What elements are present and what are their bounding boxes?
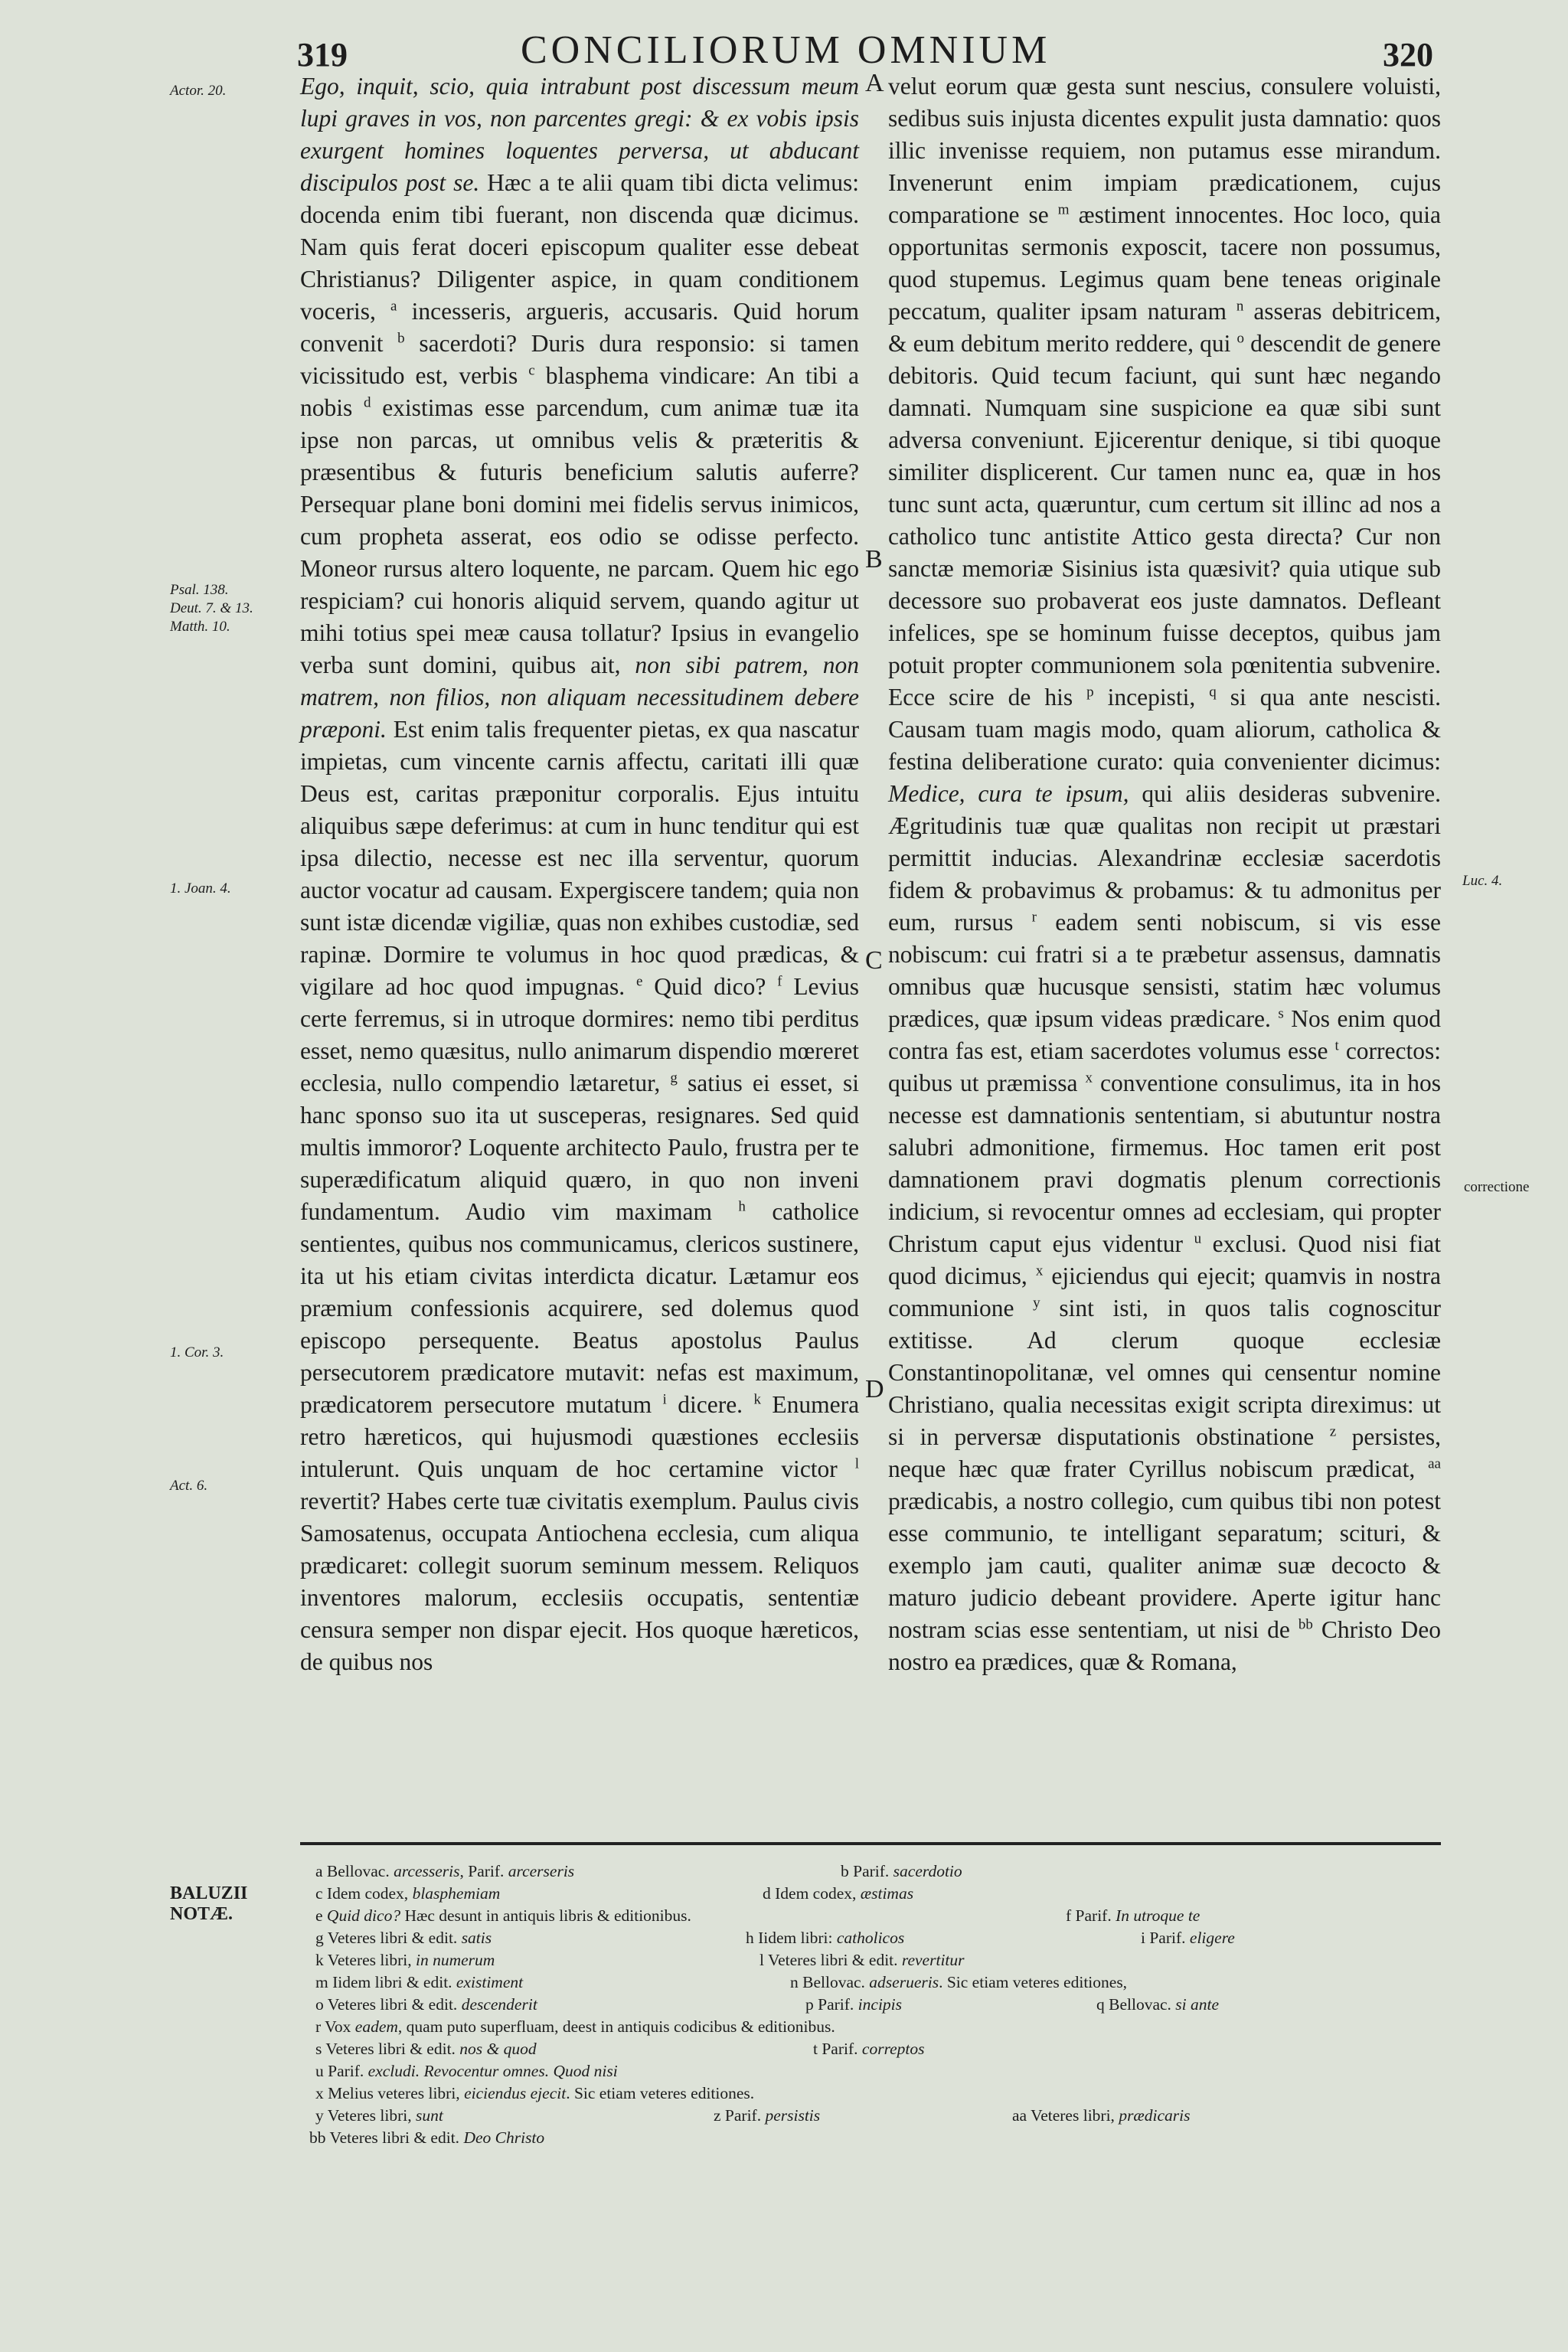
margin-correctione: correctione — [1464, 1179, 1530, 1195]
notes-divider — [300, 1842, 1441, 1845]
scripture-quote: Medice, cura te ipsum, — [888, 780, 1129, 807]
footnote-mark-x: x — [1085, 1070, 1093, 1086]
left-column-text: Ego, inquit, scio, quia intrabunt post discessum meum lupi graves in vos, non parcentes gregi: & ex vobis ipsis exurgent homines loquentes perversa, ut abducant discipulos post se. Hæc a te alii quam tibi dicta velimus: docenda enim tibi fuerant, non discenda quæ dicimus. Nam quis ferat doceri episcopum qualiter esse debeat Christianus? Diligenter aspice, in quam conditionem voceris, $^a$ incesseris, argueris, accusaris. Quid horum convenit $^b$ sacerdoti? Duris dura responsio: si tamen vicissitudo est, verbis $^c$ blasphema vindicare: An tibi a nobis $^d$ existimas esse parcendum, cum animæ tuæ ita ipse non parcas, ut omnibus velis & præteritis & præsentibus & futuris beneficium salutis auferre? Persequar plane boni domini mei fidelis servus inimicos, cum propheta asserat, eos odio se odisse perfecto. Moneor rursus altero loquente, ne parcam. Quem hic ego respiciam? cui honoris aliquid servem, quando agitur ut mihi totius spei meæ causa tollatur? Ipsius in evangelio verba sunt domini, quibus ait, non sibi patrem, non matrem, non filios, non aliquam necessitudinem debere præponi. Est enim talis frequenter pietas, ex qua nascatur impietas, cum vincente carnis affectu, caritati illi quæ Deus est, caritas præponitur corporalis. Ejus intuitu aliquibus sæpe deferimus: at cum in hunc tenditur qui est ipsa dilectio, necesse est nec illa serventur, quorum auctor vocatur ad causam. Expergiscere tandem; quia non sunt istæ dicendæ vigiliæ, quas non exhibes custodiæ, sed rapinæ. Dormire te volumus in hoc quod prædicas, & vigilare ad hoc quod impugnas. $^e$ Quid dico? $^f$ Levius certe ferremus, si in utroque dormires: nemo tibi perditus esset, nemo quæsitus, nullo animarum dispendio mœreret ecclesia, nullo compendio lætaretur, $^g$ satius ei esset, si hanc sponso suo ita ut susceperas, resignares. Sed quid multis immoror? Loquente architecto Paulo, frustra per te superædificatum aliquid quæro, in quo non inveni fundamentum. Audio vim maximam $^h$ catholice sentientes, quibus nos communicamus, clericos sustinere, ita ut his etiam civitas interdicta dicatur. Lætamur eos præmium confessionis acquirere, sed dolemus quod episcopo persequente. Beatus apostolus Paulus persecutorem prædicatore mutavit: nefas est maximum, prædicatorem persecutore mutatum $^i$ dicere. $^k$ Enumera retro hæreticos, qui hujusmodi quæstiones ecclesiis intulerunt. Quis unquam de hoc certamine victor $^l$ revertit? Habes certe tuæ civitatis exemplum. Paulus civis Samosatenus, occupata Antiochena ecclesia, cum aliqua prædicaret: collegit suorum seminum messem. Reliquos inventores malorum, ecclesiis occupatis, sententiæ censura semper non dispar ejecit. Hos quoque hæreticos, de quibus nos — [300, 73, 860, 1675]
note-k: k Veteres libri, in numerum — [315, 1951, 495, 1969]
note-row — [300, 1927, 1441, 1949]
footnote-mark-aa: aa — [1428, 1455, 1441, 1472]
note-row — [300, 2038, 1441, 2060]
note-row — [300, 1971, 1441, 1994]
footnote-mark-s: s — [1278, 1005, 1284, 1022]
section-letter-a: A — [865, 69, 884, 97]
note-bb: bb Veteres libri & edit. Deo Christo — [309, 2128, 545, 2147]
footnote-mark-n: n — [1236, 298, 1244, 315]
margin-ref-psal: Psal. 138. — [170, 582, 229, 598]
note-q: q Bellovac. si ante — [1096, 1995, 1220, 2014]
margin-ref-deut: Deut. 7. & 13. — [170, 600, 253, 616]
note-row — [300, 2105, 1441, 2127]
section-letter-d: D — [865, 1375, 884, 1403]
note-r: r Vox eadem, quam puto superfluam, deest in antiquis codicibus & editionibus. — [315, 2017, 835, 2036]
footnote-mark-q: q — [1209, 684, 1217, 701]
note-i: i Parif. eligere — [1141, 1929, 1235, 1947]
note-row — [300, 2060, 1441, 2082]
notes-heading: BALUZII NOTÆ. — [170, 1883, 248, 1924]
footnote-mark-d: d — [363, 394, 371, 411]
note-f: f Parif. In utroque te — [1066, 1906, 1200, 1925]
note-o: o Veteres libri & edit. descenderit — [315, 1995, 537, 2014]
right-column — [888, 70, 1441, 1678]
margin-ref-act6: Act. 6. — [170, 1478, 208, 1494]
page-header — [0, 28, 1568, 74]
margin-ref-acts20: Actor. 20. — [170, 83, 227, 99]
note-row — [300, 1949, 1441, 1971]
footnote-mark-p: p — [1086, 684, 1094, 701]
page-number-right: 320 — [1383, 36, 1433, 74]
note-row — [300, 1860, 1441, 1883]
footnote-mark-y: y — [1033, 1295, 1040, 1312]
note-x: x Melius veteres libri, eiciendus ejecit. Sic etiam veteres editiones. — [315, 2084, 755, 2102]
note-b: b Parif. sacerdotio — [841, 1862, 962, 1880]
note-t: t Parif. correptos — [813, 2040, 925, 2058]
margin-ref-joan: 1. Joan. 4. — [170, 880, 231, 897]
margin-ref-matth: Matth. 10. — [170, 619, 230, 635]
note-u: u Parif. excludi. Revocentur omnes. Quod nisi — [315, 2062, 618, 2080]
footnote-mark-m: m — [1057, 201, 1070, 218]
footnote-mark-l: l — [854, 1455, 860, 1472]
note-row — [300, 2127, 1441, 2149]
right-column-text: velut eorum quæ gesta sunt nescius, consulere voluisti, sedibus suis injusta dicentes expulit justa damnatio: quos illic invenisse requiem, non putamus esse mirandum. Invenerunt enim impiam prædicationem, cujus comparatione se $^m$ æstiment innocentes. Hoc loco, quia opportunitas sermonis exposcit, tacere non possumus, quod stupemus. Legimus quam bene teneas originale peccatum, qualiter ipsam naturam $^n$ asseras debitricem, & eum debitum merito reddere, qui $^o$ descendit de genere debitoris. Quid tecum faciunt, qui sunt hæc negando damnati. Numquam sine suspicione ea quæ sibi sunt adversa conveniunt. Ejicerentur denique, si tibi quoque similiter displicerent. Cur tamen nunc ea, quæ in hos tunc sunt acta, quæruntur, cum certum sit illinc ad nos a catholico tunc antistite Attico gesta directa? Cur non sanctæ memoriæ Sisinius ista quæsivit? quia utique sub decessore suo probaverat eos juste damnatos. Defleant infelices, spe se hominum fuisse deceptos, quibus jam potuit propter communionem sola pœnitentia subvenire. Ecce scire de his $^p$ incepisti, $^q$ si qua ante nescisti. Causam tuam magis modo, quam aliorum, catholica & festina deliberatione curato: quia convenienter dicimus: Medice, cura te ipsum, qui aliis desideras subvenire. Ægritudinis tuæ quæ qualitas non recipit ut præstari permittit inducias. Alexandrinæ ecclesiæ sacerdotis fidem & probavimus & probamus: & tu admonitus per eum, rursus $^r$ eadem senti nobiscum, si vis esse nobiscum: cui fratri si a te præbetur assensus, damnatis omnibus quæ hucusque sensisti, statim hæc volumus prædices, quæ ipsum videas prædicare. $^s$ Nos enim quod contra fas est, etiam sacerdotes volumus esse $^t$ correctos: quibus ut præmissa $^x$ conventione consulimus, ita in hos necesse est damnationis sententiam, si abutuntur nostra salubri admonitione, firmemus. Hoc tamen erit post damnationem pravi dogmatis plenum correctionis indicium, si revocentur omnes ad ecclesiam, qui propter Christum caput ejus videntur $^u$ exclusi. Quod nisi fiat quod dicimus, $^x$ ejiciendus qui ejecit; quamvis in nostra communione $^y$ sint isti, in quos talis cognoscitur extitisse. Ad clerum quoque ecclesiæ Constantinopolitanæ, vel omnes qui censentur nomine Christiano, qualia necessitas exigit scripta direximus: ut si in perversæ disputationis obstinatione $^z$ persistes, neque hæc quæ frater Cyrillus nobiscum prædicat, $^{aa}$ prædicabis, a nostro collegio, cum quibus tibi non potest esse communio, te intelligant separatum; scituri, & exemplo jam cauti, qualiter animæ suæ decocto & maturo judicio debeant providere. Aperte igitur hanc nostram scias esse sententiam, ut nisi de $^{bb}$ Christo Deo nostro ea prædices, quæ & Romana, — [888, 73, 1442, 1675]
note-m: m Iidem libri & edit. existiment — [315, 1973, 524, 1991]
note-c: c Idem codex, blasphemiam — [315, 1884, 501, 1903]
footnote-mark-u: u — [1194, 1230, 1202, 1247]
footnote-mark-g: g — [670, 1070, 678, 1086]
footnote-mark-a: a — [390, 298, 397, 315]
page-number-left: 319 — [297, 36, 348, 74]
footnote-mark-t: t — [1334, 1037, 1339, 1054]
section-letter-c: C — [865, 946, 883, 975]
footnote-mark-e: e — [635, 973, 643, 990]
note-row — [300, 2016, 1441, 2038]
footnote-mark-c: c — [528, 362, 535, 379]
footnote-mark-f: f — [777, 973, 782, 990]
note-row — [300, 2082, 1441, 2105]
note-row — [300, 1994, 1441, 2016]
note-p: p Parif. incipis — [805, 1995, 903, 2014]
note-a: a Bellovac. arcesseris, Parif. arcerseris — [315, 1862, 575, 1880]
note-row — [300, 1905, 1441, 1927]
note-g: g Veteres libri & edit. satis — [315, 1929, 492, 1947]
note-y: y Veteres libri, sunt — [315, 2106, 443, 2125]
note-n: n Bellovac. adserueris. Sic etiam veteres editiones, — [790, 1973, 1128, 1991]
section-letter-b: B — [865, 545, 883, 573]
scripture-quote: non sibi patrem, non matrem, non filios, non aliquam necessitudinem debere præponi. — [300, 652, 859, 743]
footnote-mark-bb: bb — [1298, 1616, 1313, 1633]
footnote-mark-o: o — [1236, 330, 1244, 347]
footnote-mark-i: i — [662, 1391, 667, 1408]
note-z: z Parif. persistis — [714, 2106, 821, 2125]
note-d: d Idem codex, æstimas — [763, 1884, 914, 1903]
footnote-mark-x: x — [1035, 1263, 1044, 1279]
note-row — [300, 1883, 1441, 1905]
notes-block — [300, 1860, 1441, 2149]
footnote-mark-h: h — [738, 1198, 746, 1215]
footnote-mark-r: r — [1031, 909, 1037, 926]
note-e: e Quid dico? Hæc desunt in antiquis libris & editionibus. — [315, 1906, 691, 1925]
note-h: h Iidem libri: catholicos — [746, 1929, 905, 1947]
running-title: CONCILIORUM OMNIUM — [521, 28, 1051, 72]
margin-ref-cor: 1. Cor. 3. — [170, 1344, 224, 1361]
footnote-mark-z: z — [1329, 1423, 1337, 1440]
margin-ref-luc: Luc. 4. — [1462, 873, 1503, 889]
scripture-quote: Ego, inquit, scio, quia intrabunt post discessum meum lupi graves in vos, non parcentes gregi: & ex vobis ipsis exurgent homines loquentes perversa, ut abducant discipulos post se. — [300, 73, 859, 196]
footnote-mark-b: b — [397, 330, 405, 347]
note-l: l Veteres libri & edit. revertitur — [760, 1951, 965, 1969]
left-column — [300, 70, 859, 1678]
note-aa: aa Veteres libri, prædicaris — [1012, 2106, 1191, 2125]
footnote-mark-k: k — [753, 1391, 761, 1408]
note-s: s Veteres libri & edit. nos & quod — [315, 2040, 537, 2058]
